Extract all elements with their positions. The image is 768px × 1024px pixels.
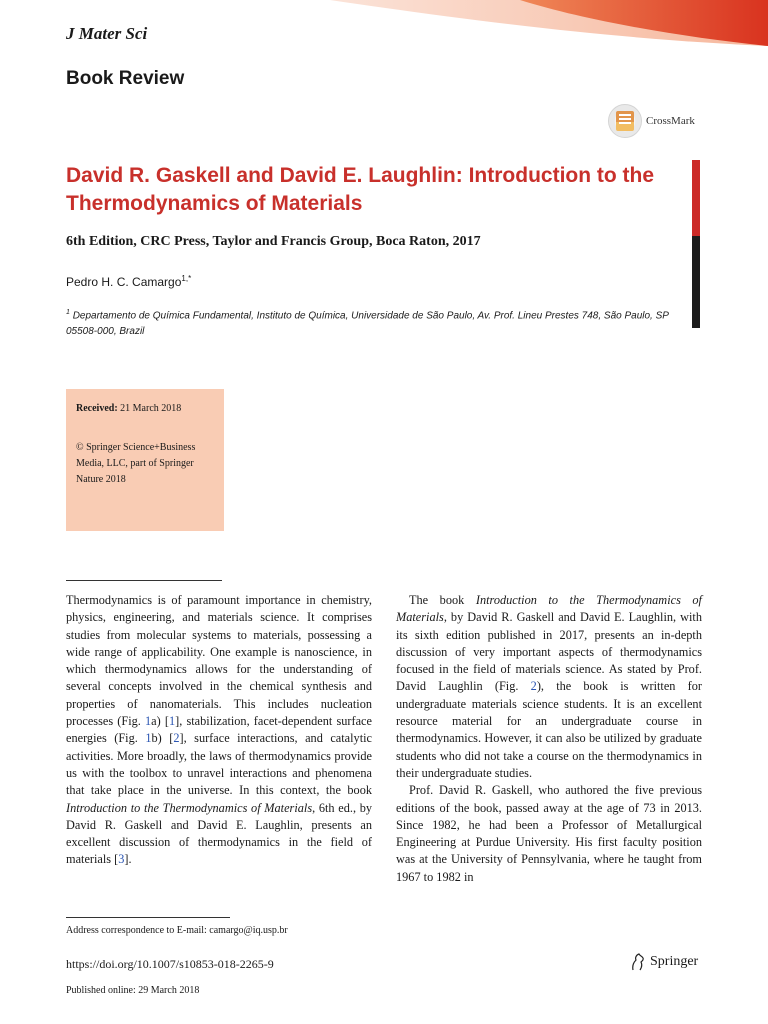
author-superscript: 1,* [181, 274, 192, 283]
book-details: 6th Edition, CRC Press, Taylor and Francis Group, Boca Raton, 2017 [66, 234, 481, 249]
text-run: ]. [124, 852, 132, 867]
doi-link[interactable]: https://doi.org/10.1007/s10853-018-2265-9 [66, 957, 274, 971]
received-label: Received: [76, 403, 118, 414]
crossmark-badge[interactable] [608, 104, 695, 138]
springer-logo[interactable] [630, 953, 698, 971]
figure-link[interactable]: 1 [145, 714, 152, 729]
text-run: Thermodynamics is of paramount importance in chemistry, physics, engineering, and materials science. It comprises studies from molecular systems to materials, possessing a wide range of applicability. One example is nanoscience, in which thermodynamics allows for the understanding of several concepts involved in the chemical synthesis and properties of nanomaterials. This includes nucleation processes (Fig. [66, 593, 372, 729]
text-run: ], stabilization, facet-dependent surface energies (Fig. [66, 714, 372, 746]
reference-link[interactable]: 2 [173, 731, 180, 746]
journal-name: J Mater Sci [66, 24, 148, 43]
crossmark-icon [608, 104, 642, 138]
affiliation [66, 305, 678, 340]
author-name: Pedro H. C. Camargo [66, 275, 182, 289]
author-line [66, 274, 191, 289]
paragraph [66, 592, 372, 869]
body-divider [66, 580, 222, 581]
footnote-divider [66, 917, 230, 918]
published-date: Published online: 29 March 2018 [66, 985, 200, 996]
text-run: ), the book is written for undergraduate materials science students. It is an excellent resource material for an undergraduate course in thermodynamics. However, it can also be utilized by graduate students who did not take a course on the thermodynamics in their undergraduate studies. [396, 679, 703, 780]
paragraph: Prof. David R. Gaskell, who authored the five previous editions of the book, passed away at the age of 73 in 2013. Since 1982, he had been a Professor of Metallurgical Engineering at Purdue University. His first faculty position was at the University of Pennsylvania, where he taught from 1967 to 1982 in [396, 783, 702, 884]
book-title: Introduction to the Thermodynamics of Materials [396, 593, 702, 625]
accent-bar-black [692, 236, 700, 328]
body-column-left [66, 592, 372, 869]
copyright-notice: © Springer Science+Business Media, LLC, part of Springer Nature 2018 [76, 442, 196, 485]
springer-label: Springer [650, 954, 699, 969]
figure-link[interactable]: 2 [530, 679, 537, 694]
text-run: ], surface interactions, and catalytic activities. More broadly, the laws of thermodynamics provide us with the toolbox to unravel interactions and phenomena that take place in the universe. In this context, the book [66, 731, 372, 798]
affiliation-text: Departamento de Química Fundamental, Instituto de Química, Universidade de São Paulo, Av. Prof. Lineu Prestes 748, São Paulo, SP 05508-000, Brazil [66, 310, 669, 338]
body-column-right [396, 592, 702, 886]
reference-link[interactable]: 1 [168, 714, 176, 729]
accent-bar-red [692, 160, 700, 236]
figure-link[interactable]: 1 [145, 731, 152, 746]
text-run: , 6th ed., by David R. Gaskell and David E. Laughlin, presents an excellent discussion of thermodynamics in the field of materials [ [66, 800, 372, 867]
text-run: , by David R. Gaskell and David E. Laughlin, with its sixth edition published in 2017, presents an in-depth discussion of very important aspects of thermodynamics focused in the field of materials science. As stated by Prof. David Laughlin (Fig. [396, 610, 702, 694]
paragraph [396, 592, 702, 782]
book-title: Introduction to the Thermodynamics of Materials [66, 800, 313, 815]
article-title: David R. Gaskell and David E. Laughlin: Introduction to the Thermodynamics of Materials [66, 164, 655, 215]
section-label: Book Review [66, 68, 185, 89]
received-date: 21 March 2018 [120, 403, 182, 414]
article-info-box [66, 389, 224, 531]
crossmark-label: CrossMark [646, 115, 695, 127]
received-line [76, 401, 214, 417]
correspondence-footnote: Address correspondence to E-mail: camargo@iq.usp.br [66, 925, 288, 936]
text-run: a) [ [151, 714, 169, 729]
springer-horse-icon [630, 953, 646, 971]
text-run: The book [409, 593, 476, 607]
text-run: b) [ [151, 731, 174, 746]
affiliation-superscript: 1 [66, 309, 70, 316]
reference-link[interactable]: 3 [118, 852, 125, 867]
